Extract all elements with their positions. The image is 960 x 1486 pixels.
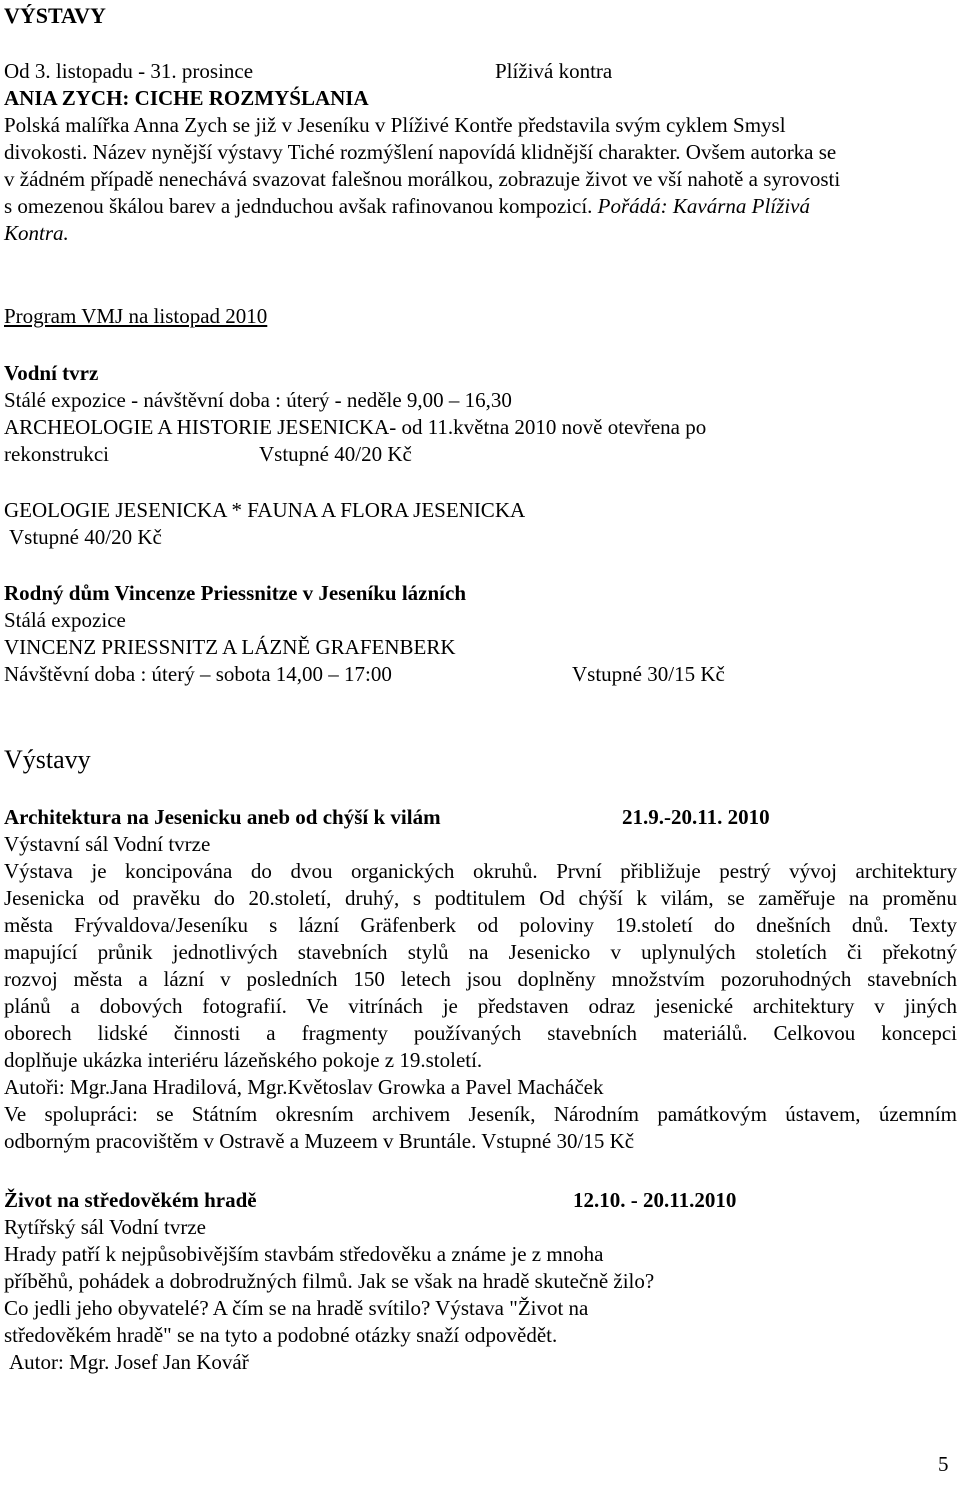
permanent-exhibition-hours: Stálé expozice - návštěvní doba : úterý - neděle 9,00 – 16,30 (4, 388, 512, 412)
exhibition-text-line (4, 858, 957, 885)
exhibition-cooperation: odborným pracovištěm v Ostravě a Muzeem v Bruntále. Vstupné 30/15 Kč (4, 1129, 635, 1153)
exhibition-name: GEOLOGIE JESENICKA * FAUNA A FLORA JESENICKA (4, 498, 526, 522)
organizer-text: Kontra. (4, 221, 69, 245)
exhibition-title: Život na středověkém hradě (4, 1188, 257, 1212)
text: Ve spolupráci: se Státním okresním archivem Jeseník, Národním památkovým ústavem, územním (4, 1102, 957, 1126)
exhibition-venue: Výstavní sál Vodní tvrze (4, 832, 211, 856)
venue-title: Rodný dům Vincenze Priessnitze v Jeseníku lázních (4, 581, 467, 605)
exhibition-text-line (4, 966, 957, 993)
exhibition-title: ANIA ZYCH: CICHE ROZMYŚLANIA (4, 86, 369, 110)
admission-price: Vstupné 40/20 Kč (259, 442, 412, 466)
organizer-text: Pořádá: Kavárna Plíživá (597, 194, 810, 218)
venue-title: Vodní tvrz (4, 361, 99, 385)
exhibition-name: ARCHEOLOGIE A HISTORIE JESENICKA- od 11.května 2010 nově otevřena po (4, 415, 707, 439)
text: Výstava je koncipována do dvou organických okruhů. První přibližuje pestrý vývoj architektury (4, 859, 957, 883)
exhibition-authors: Autor: Mgr. Josef Jan Kovář (9, 1350, 249, 1374)
exhibition-text-line: příběhů, pohádek a dobrodružných filmů. Jak se však na hradě skutečně žilo? (4, 1269, 655, 1293)
exhibition-text-line (4, 193, 810, 220)
program-title: Program VMJ na listopad 2010 (4, 304, 268, 328)
exhibition-text: s omezenou škálou barev a jednduchou avšak rafinovanou kompozicí. (4, 194, 598, 218)
exhibition-dates: 12.10. - 20.11.2010 (573, 1188, 737, 1212)
exhibition-text-line (4, 993, 957, 1020)
exhibition-text-line (4, 885, 957, 912)
exhibition-text-line: Co jedli jeho obyvatelé? A čím se na hradě svítilo? Výstava "Život na (4, 1296, 589, 1320)
exhibition-text-line: doplňuje ukázka interiéru lázeňského pokoje z 19.století. (4, 1048, 483, 1072)
exhibition-note: rekonstrukci (4, 442, 109, 466)
exhibition-text-line: středověkém hradě" se na tyto a podobné otázky snaží odpovědět. (4, 1323, 558, 1347)
exhibition-dates: Od 3. listopadu - 31. prosince (4, 59, 254, 83)
exhibition-authors: Autoři: Mgr.Jana Hradilová, Mgr.Květoslav Growka a Pavel Macháček (4, 1075, 604, 1099)
exhibition-text-line: divokosti. Název nynější výstavy Tiché rozmýšlení napovídá klidnější charakter. Ovšem autorka se (4, 140, 837, 164)
text: města Frývaldova/Jeseníku s lázní Gräfenberk od poloviny 19.století do dnešních dnů. Texty (4, 913, 957, 937)
text: plánů a dobových fotografií. Ve vitrínách je představen odraz jesenické architektury v jiných (4, 994, 957, 1018)
exhibition-text-line: Hrady patří k nejpůsobivějším stavbám středověku a známe je z mnoha (4, 1242, 604, 1266)
section-heading: VÝSTAVY (4, 3, 106, 28)
exhibition-cooperation (4, 1101, 957, 1128)
text: rozvoj města a lázní v posledních 150 letech jsou doplněny množstvím pozoruhodných stavebních (4, 967, 957, 991)
exhibition-text-line: v žádném případě nenechává svazovat falešnou morálkou, zobrazuje život ve vší nahotě a syrovosti (4, 167, 841, 191)
exhibition-text-line: Polská malířka Anna Zych se již v Jeseníku v Plíživé Kontře představila svým cyklem Smysl (4, 113, 786, 137)
text: mapující průnik jednotlivých stavebních stylů na Jesenicko v uplynulých stoletích či překotný (4, 940, 957, 964)
exhibition-dates: 21.9.-20.11. 2010 (622, 805, 770, 829)
section-heading: Výstavy (4, 745, 91, 774)
opening-hours: Návštěvní doba : úterý – sobota 14,00 – 17:00 (4, 662, 392, 686)
exhibition-text-line (4, 939, 957, 966)
exhibition-title: Architektura na Jesenicku aneb od chýší k vilám (4, 805, 441, 829)
exhibition-venue: Rytířský sál Vodní tvrze (4, 1215, 206, 1239)
admission-price: Vstupné 40/20 Kč (9, 525, 162, 549)
text: Jesenicka od pravěku do 20.století, druhý, s podtitulem Od chýší k vilám, se zaměřuje na proměnu (4, 886, 957, 910)
text: oborech lidské činnosti a fragmenty používaných stavebních materiálů. Celkovou koncepci (4, 1021, 957, 1045)
exhibition-venue: Plíživá kontra (495, 59, 613, 83)
exhibition-name: VINCENZ PRIESSNITZ A LÁZNĚ GRAFENBERK (4, 635, 456, 659)
exhibition-text-line (4, 912, 957, 939)
exhibition-type: Stálá expozice (4, 608, 126, 632)
exhibition-text-line (4, 1020, 957, 1047)
page-number: 5 (938, 1452, 949, 1476)
admission-price: Vstupné 30/15 Kč (572, 662, 725, 686)
